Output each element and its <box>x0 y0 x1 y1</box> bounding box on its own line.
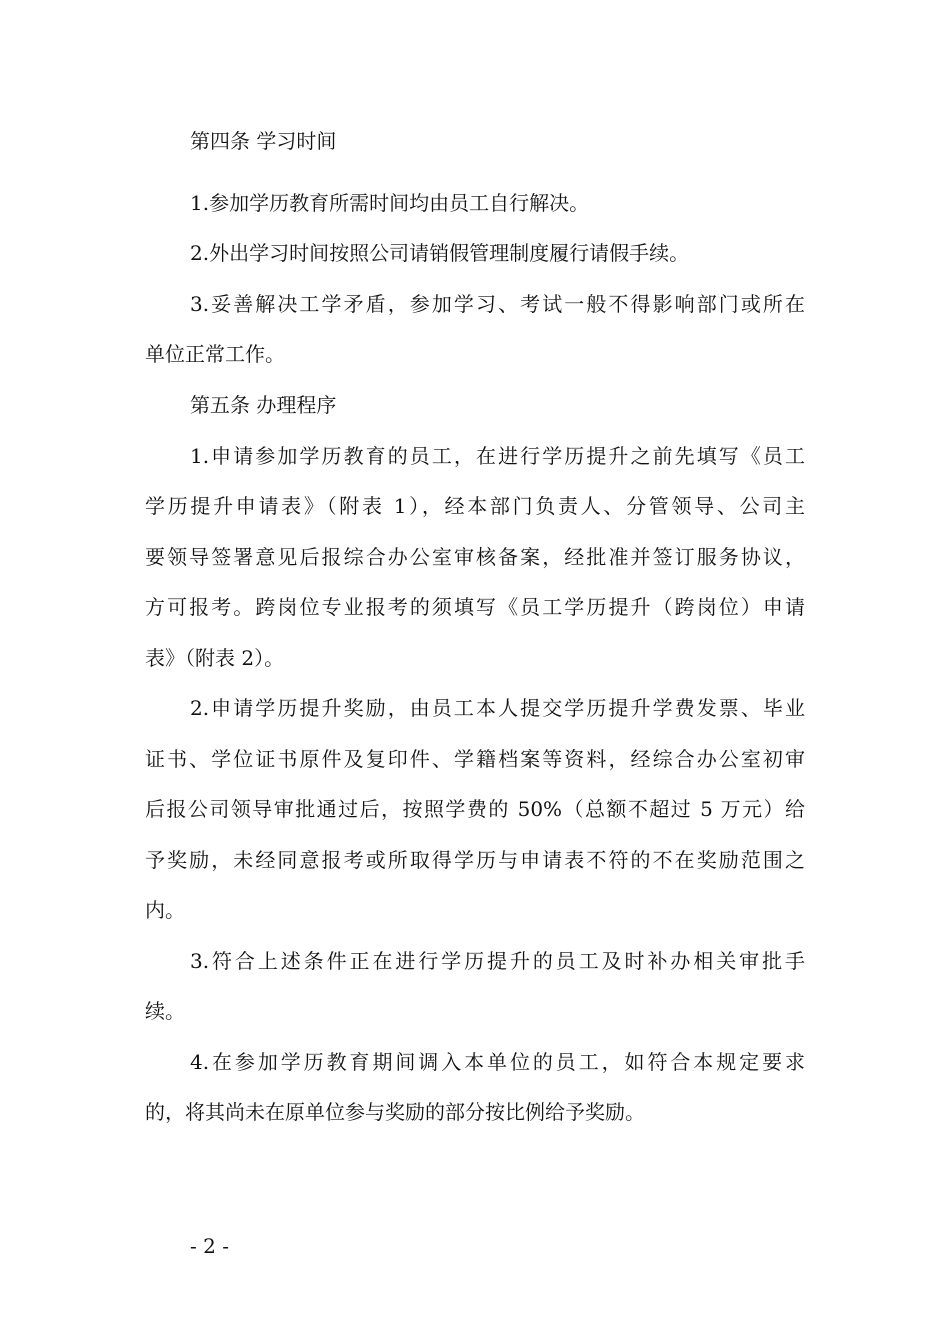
article4-item1: 1.参加学历教育所需时间均由员工自行解决。 <box>190 191 590 215</box>
article5-item1-text3: 要领导签署意见后报综合办公室审核备案，经批准并签订服务协议， <box>145 545 805 569</box>
article5-item4-line2 <box>0 1092 950 1132</box>
article5-item1-line1 <box>0 436 950 476</box>
article5-item4-text2: 的，将其尚未在原单位参与奖励的部分按比例给予奖励。 <box>145 1100 645 1124</box>
article5-item2-line5 <box>0 890 950 930</box>
article4-item2: 2.外出学习时间按照公司请销假管理制度履行请假手续。 <box>190 241 690 265</box>
article5-item1-text4: 方可报考。跨岗位专业报考的须填写《员工学历提升（跨岗位）申请 <box>145 595 805 619</box>
article4-item3-text1: 3.妥善解决工学矛盾，参加学习、考试一般不得影响部门或所在 <box>190 292 805 316</box>
article5-heading-line <box>0 385 950 425</box>
article5-item3-text1: 3.符合上述条件正在进行学历提升的员工及时补办相关审批手 <box>190 949 805 973</box>
article5-item2-line2 <box>0 739 950 779</box>
article5-heading: 第五条 办理程序 <box>190 393 337 417</box>
article5-item3-text2: 续。 <box>145 999 185 1023</box>
article5-item1-text5: 表》（附表 2）。 <box>145 646 285 670</box>
article5-item2-text5: 内。 <box>145 898 185 922</box>
article5-item1-line5 <box>0 638 950 678</box>
article5-item2-line4 <box>0 840 950 880</box>
article5-item1-line4 <box>0 587 950 627</box>
article5-item3-line1 <box>0 941 950 981</box>
article5-item4-line1 <box>0 1042 950 1082</box>
article5-item2-text3: 后报公司领导审批通过后，按照学费的 50%（总额不超过 5 万元）给 <box>145 797 805 821</box>
article4-heading-line <box>0 121 950 161</box>
article5-item2-text2: 证书、学位证书原件及复印件、学籍档案等资料，经综合办公室初审 <box>145 747 805 771</box>
article5-item2-text1: 2.申请学历提升奖励，由员工本人提交学历提升学费发票、毕业 <box>190 696 805 720</box>
article5-item1-text2: 学历提升申请表》（附表 1），经本部门负责人、分管领导、公司主 <box>145 494 805 518</box>
article5-item4-text1: 4.在参加学历教育期间调入本单位的员工，如符合本规定要求 <box>190 1050 805 1074</box>
page-number: - 2 - <box>190 1234 229 1258</box>
article4-heading: 第四条 学习时间 <box>190 129 337 153</box>
article4-item3-line2 <box>0 334 950 374</box>
article5-item1-text1: 1.申请参加学历教育的员工，在进行学历提升之前先填写《员工 <box>190 444 805 468</box>
article5-item1-line2 <box>0 486 950 526</box>
article4-item2-line <box>0 233 950 273</box>
article5-item3-line2 <box>0 991 950 1031</box>
article4-item3-line1 <box>0 284 950 324</box>
article5-item1-line3 <box>0 537 950 577</box>
article4-item3-text2: 单位正常工作。 <box>145 342 285 366</box>
article4-item1-line <box>0 183 950 223</box>
article5-item2-line1 <box>0 688 950 728</box>
article5-item2-text4: 予奖励，未经同意报考或所取得学历与申请表不符的不在奖励范围之 <box>145 848 805 872</box>
article5-item2-line3 <box>0 789 950 829</box>
